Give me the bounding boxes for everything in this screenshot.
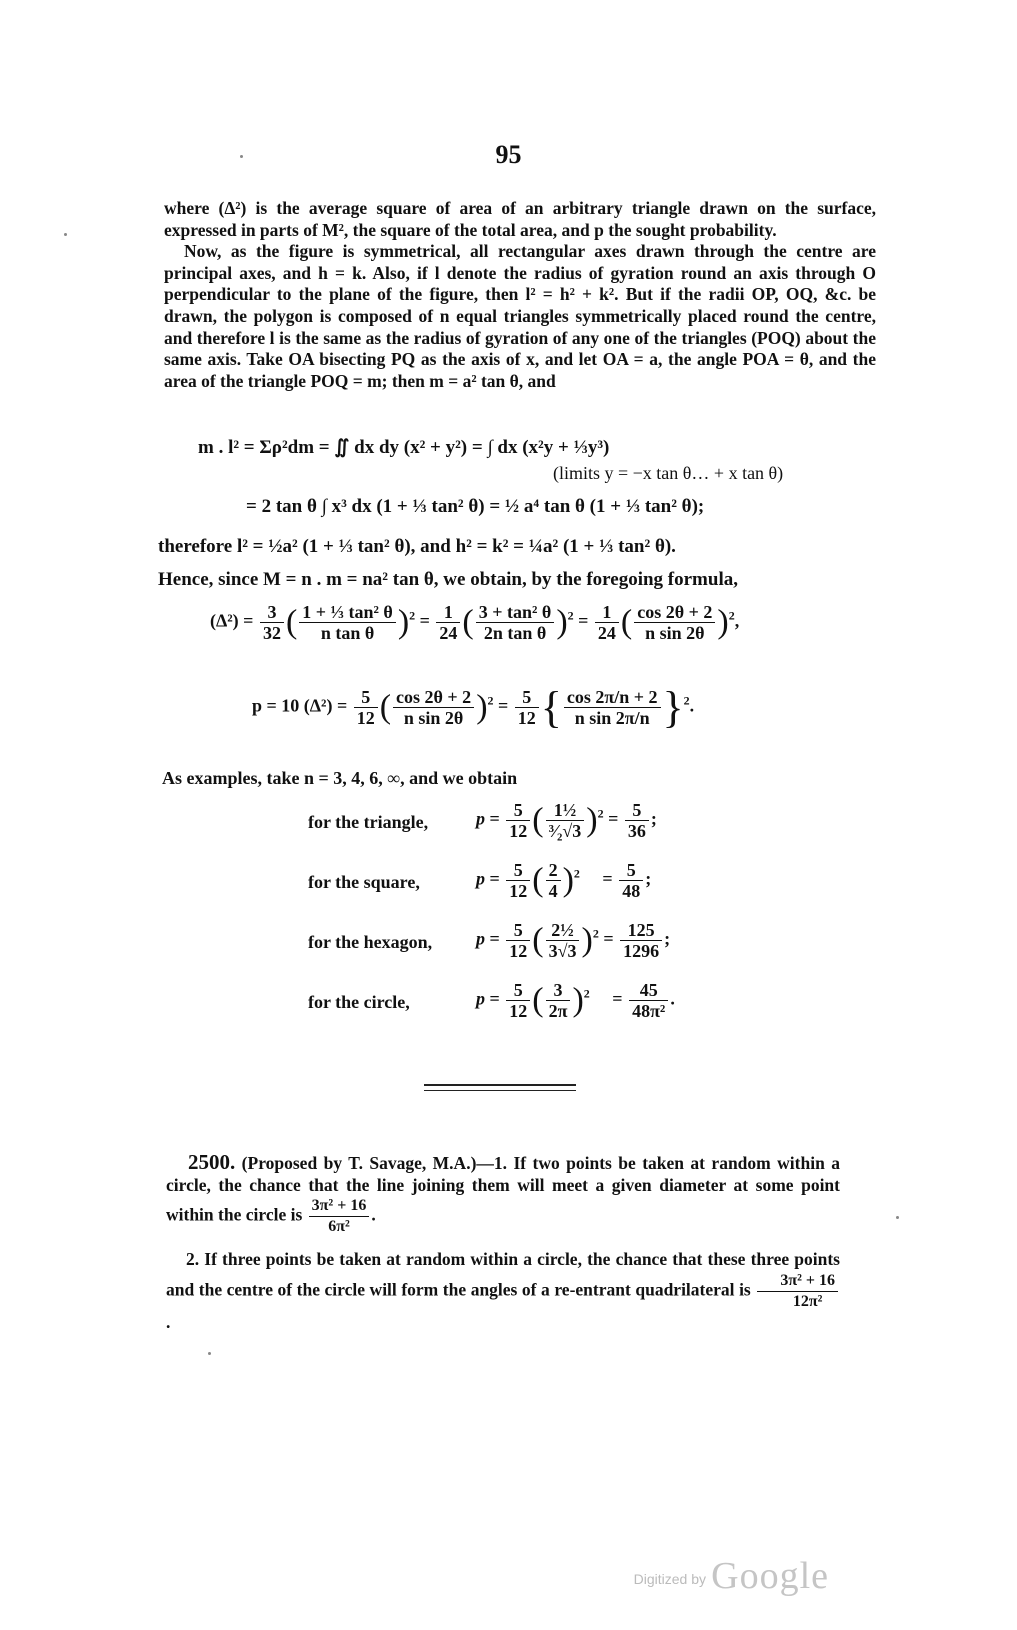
google-logo: Google bbox=[711, 1555, 829, 1597]
question-2500-fraction-2: $\frac{\text{3π² + 16}}{\text{12π²}}$ bbox=[757, 1271, 838, 1312]
para-now: Now, as the figure is symmetrical, all rectangular axes drawn through the centre are principal axes, and h = k. Also, if l denote the radius of gyration round an axis through O perpendicular to the plane of the figure, then l² = h² + k². But if the radii OP, OQ, &c. be drawn, the polygon is composed of n equal triangles symmetrically placed round the centre, and therefore l is the same as the radius of gyration of any one of the triangles (POQ) about the same axis. Take OA bisecting PQ as the axis of x, and let OA = a, the angle POA = θ, and the area of the triangle POQ = m; then m = a² tan θ, and bbox=[164, 241, 876, 391]
question-2500-text-1: (Proposed by T. Savage, M.A.)—1. If two points be taken at random within a circle, the chance that the line joining them will meet a given diameter at some point within the circle is bbox=[166, 1153, 840, 1225]
section-divider bbox=[424, 1084, 576, 1086]
example-label: for the square, bbox=[308, 872, 420, 892]
eq5-frac-2: $\frac{\text{1 + ⅓ tan² θ}}{\text{n tan θ}}$ bbox=[299, 602, 396, 643]
para-where: where (Δ²) is the average square of area of an arbitrary triangle drawn on the surface, expressed in parts of M², the square of the total area, and p the sought probability. bbox=[164, 198, 876, 240]
equation-6: p = 10 (Δ²) = $\frac{5}{12}$ ( $\frac{\cos 2\theta + 2}{\text{n sin 2θ}}$ )$^2$ = $\frac{5}{12}$ { $\frac{\cos 2\pi/n + 2}{\text{n sin 2π/n}}$ }$^2$. bbox=[252, 683, 695, 732]
question-2500-fraction-1: $\frac{\text{3π² + 16}}{\text{6π²}}$ bbox=[309, 1196, 370, 1237]
eq5-frac-6: $\frac{\cos 2\theta + 2}{\text{n sin 2θ}}$ bbox=[634, 602, 715, 643]
eq6-frac-3: $\frac{5}{12}$ bbox=[515, 687, 539, 728]
scan-speck bbox=[208, 1352, 211, 1355]
equation-3: therefore l² = ½a² (1 + ⅓ tan² θ), and h² = k² = ¼a² (1 + ⅓ tan² θ). bbox=[158, 536, 676, 557]
eq5-frac-4: $\frac{\text{3 + tan² θ}}{\text{2n tan θ}}$ bbox=[476, 602, 555, 643]
equation-1-limits: (limits y = −x tan θ… + x tan θ) bbox=[553, 463, 784, 483]
eq6-frac-4: $\frac{\cos 2\pi/n + 2}{\text{n sin 2π/n}}$ bbox=[564, 687, 661, 728]
scan-speck bbox=[64, 233, 67, 236]
watermark-small-text: Digitized by bbox=[633, 1571, 707, 1587]
digitized-watermark bbox=[634, 1554, 829, 1598]
example-equation: p = $\frac{5}{12}$ ( $\frac{3}{2\pi}$ )$^2$ = $\frac{45}{\text{48π²}}$ . bbox=[476, 980, 675, 1021]
eq5-frac-3: $\frac{1}{24}$ bbox=[436, 602, 460, 643]
eq5-frac-1: $\frac{3}{32}$ bbox=[260, 602, 284, 643]
example-equation: p = $\frac{5}{12}$ ( $\frac{2}{4}$ )$^2$ = $\frac{5}{48}$ ; bbox=[476, 860, 652, 901]
example-label: for the triangle, bbox=[308, 812, 429, 832]
question-number: 2500. bbox=[188, 1150, 236, 1174]
scan-speck bbox=[240, 155, 243, 158]
question-2500-part-2: 2. If three points be taken at random within a circle, the chance that these three points and the centre of the circle will form the angles of a re-entrant quadrilateral is $\frac{\text{3π² + 16}}{\text{12π²}}$ . bbox=[166, 1249, 840, 1332]
scan-speck bbox=[896, 1216, 899, 1219]
eq6-frac-1: $\frac{5}{12}$ bbox=[354, 687, 378, 728]
eq6-frac-2: $\frac{\cos 2\theta + 2}{\text{n sin 2θ}}$ bbox=[393, 687, 474, 728]
equation-2: = 2 tan θ ∫ x³ dx (1 + ⅓ tan² θ) = ½ a⁴ tan θ (1 + ⅓ tan² θ); bbox=[246, 496, 705, 517]
section-divider bbox=[424, 1090, 576, 1091]
examples-intro: As examples, take n = 3, 4, 6, ∞, and we obtain bbox=[162, 768, 518, 788]
example-equation: p = $\frac{5}{12}$ ( $\frac{\text{1½}}{\text{³⁄₂√3}}$ )$^2$ = $\frac{5}{36}$ ; bbox=[476, 800, 657, 841]
question-2500-part-1: 2500. (Proposed by T. Savage, M.A.)—1. If two points be taken at random within a circle, the chance that the line joining them will meet a given diameter at some point within the circle is $\frac{\text{3π² + 16}}{\text{6π²}}$ . bbox=[166, 1150, 840, 1236]
eq6-lhs: p = 10 (Δ²) = bbox=[252, 695, 348, 716]
question-2500-text-2: 2. If three points be taken at random within a circle, the chance that these three points and the centre of the circle will form the angles of a re-entrant quadrilateral is bbox=[166, 1249, 840, 1300]
example-equation: p = $\frac{5}{12}$ ( $\frac{\text{2½}}{3√3}$ )$^2$ = $\frac{125}{1296}$ ; bbox=[476, 920, 671, 961]
example-label: for the hexagon, bbox=[308, 932, 433, 952]
page-number: 95 bbox=[495, 140, 522, 169]
question-2500 bbox=[166, 1152, 840, 1333]
equation-4: Hence, since M = n . m = na² tan θ, we obtain, by the foregoing formula, bbox=[158, 569, 738, 590]
example-label: for the circle, bbox=[308, 992, 410, 1012]
paragraph-definitions bbox=[164, 198, 876, 392]
equation-1: m . l² = Σρ²dm = ∬ dx dy (x² + y²) = ∫ dx (x²y + ⅓y³) bbox=[198, 437, 610, 458]
equation-5: (Δ²) = $\frac{3}{32}$ ( $\frac{\text{1 + ⅓ tan² θ}}{\text{n tan θ}}$ )$^2$ = $\frac{1}{24}$ ( $\frac{\text{3 + tan² θ}}{\text{2n tan θ}}$ )$^2$ = $\frac{1}{24}$ ( $\frac{\cos 2\theta + 2}{\text{n sin 2θ}}$ )$^2$, bbox=[210, 602, 740, 643]
eq5-frac-5: $\frac{1}{24}$ bbox=[595, 602, 619, 643]
eq5-lhs: (Δ²) = bbox=[210, 610, 254, 631]
